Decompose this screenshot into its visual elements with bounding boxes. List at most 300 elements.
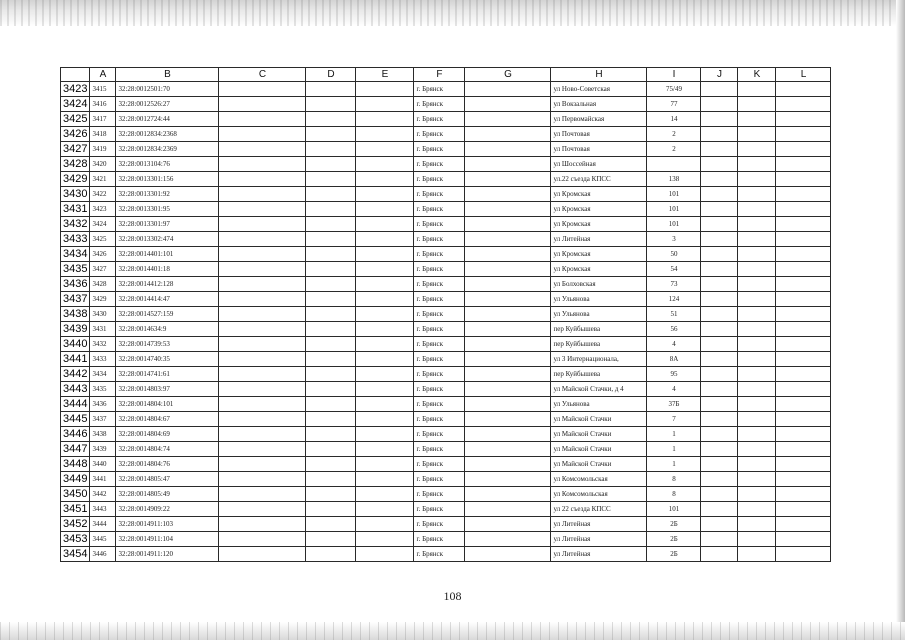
- cell-c[interactable]: [219, 352, 306, 367]
- cell-g[interactable]: [465, 442, 551, 457]
- cell-c[interactable]: [219, 292, 306, 307]
- cell-f[interactable]: г. Брянск: [414, 457, 465, 472]
- cell-h[interactable]: ул Ульянова: [551, 397, 647, 412]
- cell-b[interactable]: 32:28:0014804:67: [116, 412, 219, 427]
- row-number[interactable]: 3441: [61, 352, 90, 367]
- cell-c[interactable]: [219, 202, 306, 217]
- cell-d[interactable]: [306, 307, 356, 322]
- cell-l[interactable]: [776, 172, 831, 187]
- cell-l[interactable]: [776, 502, 831, 517]
- cell-h[interactable]: ул Почтовая: [551, 142, 647, 157]
- cell-l[interactable]: [776, 82, 831, 97]
- cell-k[interactable]: [738, 547, 776, 562]
- cell-a[interactable]: 3420: [90, 157, 116, 172]
- cell-f[interactable]: г. Брянск: [414, 427, 465, 442]
- cell-c[interactable]: [219, 127, 306, 142]
- cell-f[interactable]: г. Брянск: [414, 292, 465, 307]
- cell-b[interactable]: 32:28:0012724:44: [116, 112, 219, 127]
- cell-d[interactable]: [306, 397, 356, 412]
- row-number[interactable]: 3446: [61, 427, 90, 442]
- cell-i[interactable]: 51: [647, 307, 701, 322]
- cell-a[interactable]: 3419: [90, 142, 116, 157]
- cell-b[interactable]: 32:28:0014634:9: [116, 322, 219, 337]
- cell-i[interactable]: 14: [647, 112, 701, 127]
- column-header-d[interactable]: D: [306, 68, 356, 82]
- cell-f[interactable]: г. Брянск: [414, 517, 465, 532]
- cell-d[interactable]: [306, 157, 356, 172]
- cell-c[interactable]: [219, 262, 306, 277]
- cell-h[interactable]: ул Кромская: [551, 202, 647, 217]
- cell-e[interactable]: [356, 352, 414, 367]
- cell-b[interactable]: 32:28:0014804:74: [116, 442, 219, 457]
- cell-f[interactable]: г. Брянск: [414, 247, 465, 262]
- cell-g[interactable]: [465, 142, 551, 157]
- cell-j[interactable]: [701, 322, 738, 337]
- cell-l[interactable]: [776, 112, 831, 127]
- cell-i[interactable]: 101: [647, 502, 701, 517]
- cell-k[interactable]: [738, 277, 776, 292]
- cell-d[interactable]: [306, 232, 356, 247]
- row-number[interactable]: 3450: [61, 487, 90, 502]
- column-header-b[interactable]: B: [116, 68, 219, 82]
- cell-l[interactable]: [776, 292, 831, 307]
- cell-b[interactable]: 32:28:0013301:95: [116, 202, 219, 217]
- cell-h[interactable]: ул Литейная: [551, 232, 647, 247]
- row-number[interactable]: 3438: [61, 307, 90, 322]
- cell-k[interactable]: [738, 292, 776, 307]
- cell-a[interactable]: 3432: [90, 337, 116, 352]
- cell-a[interactable]: 3446: [90, 547, 116, 562]
- cell-h[interactable]: ул Литейная: [551, 517, 647, 532]
- cell-h[interactable]: ул Первомайская: [551, 112, 647, 127]
- cell-l[interactable]: [776, 247, 831, 262]
- cell-l[interactable]: [776, 217, 831, 232]
- cell-c[interactable]: [219, 232, 306, 247]
- cell-g[interactable]: [465, 427, 551, 442]
- cell-e[interactable]: [356, 307, 414, 322]
- cell-h[interactable]: ул Ульянова: [551, 292, 647, 307]
- cell-j[interactable]: [701, 532, 738, 547]
- cell-d[interactable]: [306, 82, 356, 97]
- cell-b[interactable]: 32:28:0014527:159: [116, 307, 219, 322]
- cell-a[interactable]: 3435: [90, 382, 116, 397]
- cell-g[interactable]: [465, 97, 551, 112]
- cell-g[interactable]: [465, 202, 551, 217]
- cell-e[interactable]: [356, 412, 414, 427]
- cell-i[interactable]: 2Б: [647, 517, 701, 532]
- cell-b[interactable]: 32:28:0014401:18: [116, 262, 219, 277]
- cell-g[interactable]: [465, 127, 551, 142]
- cell-j[interactable]: [701, 337, 738, 352]
- cell-a[interactable]: 3439: [90, 442, 116, 457]
- cell-c[interactable]: [219, 187, 306, 202]
- cell-a[interactable]: 3426: [90, 247, 116, 262]
- cell-d[interactable]: [306, 262, 356, 277]
- cell-c[interactable]: [219, 307, 306, 322]
- cell-a[interactable]: 3428: [90, 277, 116, 292]
- cell-d[interactable]: [306, 457, 356, 472]
- cell-k[interactable]: [738, 442, 776, 457]
- cell-i[interactable]: 1: [647, 457, 701, 472]
- cell-f[interactable]: г. Брянск: [414, 232, 465, 247]
- cell-j[interactable]: [701, 97, 738, 112]
- cell-h[interactable]: ул Майской Стачки: [551, 412, 647, 427]
- cell-g[interactable]: [465, 187, 551, 202]
- cell-g[interactable]: [465, 157, 551, 172]
- cell-g[interactable]: [465, 472, 551, 487]
- cell-f[interactable]: г. Брянск: [414, 547, 465, 562]
- cell-j[interactable]: [701, 172, 738, 187]
- cell-e[interactable]: [356, 127, 414, 142]
- cell-j[interactable]: [701, 442, 738, 457]
- cell-f[interactable]: г. Брянск: [414, 172, 465, 187]
- row-number[interactable]: 3434: [61, 247, 90, 262]
- cell-h[interactable]: ул Комсомольская: [551, 472, 647, 487]
- cell-d[interactable]: [306, 292, 356, 307]
- cell-f[interactable]: г. Брянск: [414, 277, 465, 292]
- cell-c[interactable]: [219, 547, 306, 562]
- row-number[interactable]: 3445: [61, 412, 90, 427]
- cell-l[interactable]: [776, 412, 831, 427]
- cell-c[interactable]: [219, 322, 306, 337]
- cell-c[interactable]: [219, 247, 306, 262]
- cell-b[interactable]: 32:28:0014412:128: [116, 277, 219, 292]
- cell-g[interactable]: [465, 172, 551, 187]
- cell-d[interactable]: [306, 427, 356, 442]
- cell-e[interactable]: [356, 367, 414, 382]
- cell-e[interactable]: [356, 217, 414, 232]
- cell-d[interactable]: [306, 472, 356, 487]
- cell-d[interactable]: [306, 322, 356, 337]
- cell-h[interactable]: ул Кромская: [551, 217, 647, 232]
- cell-e[interactable]: [356, 112, 414, 127]
- cell-f[interactable]: г. Брянск: [414, 142, 465, 157]
- cell-l[interactable]: [776, 337, 831, 352]
- row-number[interactable]: 3453: [61, 532, 90, 547]
- cell-j[interactable]: [701, 142, 738, 157]
- cell-c[interactable]: [219, 427, 306, 442]
- cell-a[interactable]: 3431: [90, 322, 116, 337]
- cell-a[interactable]: 3433: [90, 352, 116, 367]
- cell-a[interactable]: 3430: [90, 307, 116, 322]
- cell-a[interactable]: 3421: [90, 172, 116, 187]
- cell-i[interactable]: 75/49: [647, 82, 701, 97]
- cell-e[interactable]: [356, 262, 414, 277]
- cell-a[interactable]: 3445: [90, 532, 116, 547]
- cell-k[interactable]: [738, 217, 776, 232]
- cell-f[interactable]: г. Брянск: [414, 127, 465, 142]
- cell-f[interactable]: г. Брянск: [414, 82, 465, 97]
- cell-i[interactable]: 8А: [647, 352, 701, 367]
- cell-g[interactable]: [465, 112, 551, 127]
- cell-l[interactable]: [776, 457, 831, 472]
- cell-i[interactable]: 4: [647, 337, 701, 352]
- cell-g[interactable]: [465, 367, 551, 382]
- cell-f[interactable]: г. Брянск: [414, 442, 465, 457]
- cell-h[interactable]: ул Литейная: [551, 547, 647, 562]
- cell-k[interactable]: [738, 187, 776, 202]
- row-number[interactable]: 3439: [61, 322, 90, 337]
- cell-j[interactable]: [701, 367, 738, 382]
- cell-c[interactable]: [219, 337, 306, 352]
- cell-h[interactable]: ул Почтовая: [551, 127, 647, 142]
- cell-g[interactable]: [465, 82, 551, 97]
- cell-a[interactable]: 3415: [90, 82, 116, 97]
- cell-b[interactable]: 32:28:0014804:101: [116, 397, 219, 412]
- cell-l[interactable]: [776, 277, 831, 292]
- cell-a[interactable]: 3425: [90, 232, 116, 247]
- cell-k[interactable]: [738, 307, 776, 322]
- cell-l[interactable]: [776, 97, 831, 112]
- cell-j[interactable]: [701, 502, 738, 517]
- cell-k[interactable]: [738, 247, 776, 262]
- column-header-i[interactable]: I: [647, 68, 701, 82]
- cell-i[interactable]: 8: [647, 487, 701, 502]
- cell-a[interactable]: 3438: [90, 427, 116, 442]
- cell-e[interactable]: [356, 172, 414, 187]
- cell-h[interactable]: ул Вокзальная: [551, 97, 647, 112]
- cell-j[interactable]: [701, 217, 738, 232]
- cell-h[interactable]: ул Майской Стачки, д 4: [551, 382, 647, 397]
- cell-b[interactable]: 32:28:0014805:49: [116, 487, 219, 502]
- cell-c[interactable]: [219, 142, 306, 157]
- cell-k[interactable]: [738, 427, 776, 442]
- cell-b[interactable]: 32:28:0014909:22: [116, 502, 219, 517]
- cell-j[interactable]: [701, 82, 738, 97]
- cell-b[interactable]: 32:28:0014414:47: [116, 292, 219, 307]
- cell-g[interactable]: [465, 247, 551, 262]
- cell-k[interactable]: [738, 412, 776, 427]
- cell-l[interactable]: [776, 487, 831, 502]
- cell-d[interactable]: [306, 367, 356, 382]
- cell-f[interactable]: г. Брянск: [414, 97, 465, 112]
- cell-c[interactable]: [219, 277, 306, 292]
- cell-i[interactable]: 3: [647, 232, 701, 247]
- cell-k[interactable]: [738, 517, 776, 532]
- cell-i[interactable]: 2: [647, 142, 701, 157]
- cell-e[interactable]: [356, 382, 414, 397]
- cell-d[interactable]: [306, 442, 356, 457]
- row-number[interactable]: 3429: [61, 172, 90, 187]
- cell-c[interactable]: [219, 172, 306, 187]
- cell-i[interactable]: 124: [647, 292, 701, 307]
- cell-i[interactable]: 37Б: [647, 397, 701, 412]
- cell-b[interactable]: 32:28:0013104:76: [116, 157, 219, 172]
- row-number[interactable]: 3440: [61, 337, 90, 352]
- cell-e[interactable]: [356, 232, 414, 247]
- cell-e[interactable]: [356, 247, 414, 262]
- cell-i[interactable]: 138: [647, 172, 701, 187]
- cell-f[interactable]: г. Брянск: [414, 397, 465, 412]
- cell-j[interactable]: [701, 427, 738, 442]
- cell-h[interactable]: ул Шоссейная: [551, 157, 647, 172]
- cell-h[interactable]: ул.22 съезда КПСС: [551, 172, 647, 187]
- cell-k[interactable]: [738, 127, 776, 142]
- cell-i[interactable]: 95: [647, 367, 701, 382]
- cell-j[interactable]: [701, 277, 738, 292]
- cell-j[interactable]: [701, 232, 738, 247]
- cell-i[interactable]: 101: [647, 202, 701, 217]
- cell-f[interactable]: г. Брянск: [414, 487, 465, 502]
- row-number[interactable]: 3427: [61, 142, 90, 157]
- cell-a[interactable]: 3434: [90, 367, 116, 382]
- cell-j[interactable]: [701, 397, 738, 412]
- cell-b[interactable]: 32:28:0013302:474: [116, 232, 219, 247]
- cell-c[interactable]: [219, 532, 306, 547]
- cell-k[interactable]: [738, 172, 776, 187]
- cell-j[interactable]: [701, 112, 738, 127]
- cell-i[interactable]: 101: [647, 217, 701, 232]
- cell-k[interactable]: [738, 202, 776, 217]
- cell-e[interactable]: [356, 502, 414, 517]
- cell-d[interactable]: [306, 412, 356, 427]
- cell-k[interactable]: [738, 142, 776, 157]
- cell-f[interactable]: г. Брянск: [414, 202, 465, 217]
- cell-l[interactable]: [776, 262, 831, 277]
- cell-b[interactable]: 32:28:0013301:92: [116, 187, 219, 202]
- row-number[interactable]: 3449: [61, 472, 90, 487]
- cell-e[interactable]: [356, 202, 414, 217]
- cell-h[interactable]: ул Майской Стачки: [551, 442, 647, 457]
- cell-e[interactable]: [356, 517, 414, 532]
- cell-a[interactable]: 3422: [90, 187, 116, 202]
- cell-i[interactable]: 1: [647, 442, 701, 457]
- cell-b[interactable]: 32:28:0014911:103: [116, 517, 219, 532]
- row-number[interactable]: 3426: [61, 127, 90, 142]
- cell-k[interactable]: [738, 112, 776, 127]
- cell-j[interactable]: [701, 307, 738, 322]
- cell-g[interactable]: [465, 322, 551, 337]
- cell-f[interactable]: г. Брянск: [414, 382, 465, 397]
- cell-h[interactable]: ул Комсомольская: [551, 487, 647, 502]
- cell-l[interactable]: [776, 322, 831, 337]
- cell-e[interactable]: [356, 547, 414, 562]
- cell-l[interactable]: [776, 157, 831, 172]
- cell-d[interactable]: [306, 217, 356, 232]
- cell-k[interactable]: [738, 382, 776, 397]
- cell-d[interactable]: [306, 502, 356, 517]
- cell-d[interactable]: [306, 172, 356, 187]
- cell-k[interactable]: [738, 397, 776, 412]
- cell-g[interactable]: [465, 397, 551, 412]
- cell-h[interactable]: ул Кромская: [551, 262, 647, 277]
- cell-g[interactable]: [465, 292, 551, 307]
- cell-e[interactable]: [356, 142, 414, 157]
- cell-b[interactable]: 32:28:0014805:47: [116, 472, 219, 487]
- cell-d[interactable]: [306, 487, 356, 502]
- row-number[interactable]: 3428: [61, 157, 90, 172]
- cell-k[interactable]: [738, 532, 776, 547]
- cell-g[interactable]: [465, 412, 551, 427]
- cell-h[interactable]: ул 22 съезда КПСС: [551, 502, 647, 517]
- cell-b[interactable]: 32:28:0014803:97: [116, 382, 219, 397]
- cell-j[interactable]: [701, 457, 738, 472]
- cell-b[interactable]: 32:28:0014401:101: [116, 247, 219, 262]
- cell-e[interactable]: [356, 337, 414, 352]
- cell-c[interactable]: [219, 412, 306, 427]
- cell-e[interactable]: [356, 292, 414, 307]
- cell-b[interactable]: 32:28:0012501:70: [116, 82, 219, 97]
- cell-i[interactable]: 101: [647, 187, 701, 202]
- cell-j[interactable]: [701, 472, 738, 487]
- cell-e[interactable]: [356, 397, 414, 412]
- cell-k[interactable]: [738, 82, 776, 97]
- cell-l[interactable]: [776, 472, 831, 487]
- cell-l[interactable]: [776, 532, 831, 547]
- cell-e[interactable]: [356, 472, 414, 487]
- cell-d[interactable]: [306, 247, 356, 262]
- cell-f[interactable]: г. Брянск: [414, 187, 465, 202]
- cell-c[interactable]: [219, 157, 306, 172]
- cell-k[interactable]: [738, 322, 776, 337]
- cell-f[interactable]: г. Брянск: [414, 352, 465, 367]
- cell-e[interactable]: [356, 532, 414, 547]
- cell-d[interactable]: [306, 127, 356, 142]
- cell-f[interactable]: г. Брянск: [414, 262, 465, 277]
- cell-f[interactable]: г. Брянск: [414, 412, 465, 427]
- cell-l[interactable]: [776, 307, 831, 322]
- row-number[interactable]: 3433: [61, 232, 90, 247]
- cell-k[interactable]: [738, 97, 776, 112]
- cell-i[interactable]: 50: [647, 247, 701, 262]
- row-number[interactable]: 3448: [61, 457, 90, 472]
- cell-b[interactable]: 32:28:0014804:76: [116, 457, 219, 472]
- cell-a[interactable]: 3417: [90, 112, 116, 127]
- cell-k[interactable]: [738, 502, 776, 517]
- cell-e[interactable]: [356, 82, 414, 97]
- cell-h[interactable]: пер Куйбышева: [551, 322, 647, 337]
- cell-e[interactable]: [356, 277, 414, 292]
- cell-d[interactable]: [306, 532, 356, 547]
- cell-j[interactable]: [701, 262, 738, 277]
- cell-g[interactable]: [465, 217, 551, 232]
- cell-e[interactable]: [356, 322, 414, 337]
- cell-c[interactable]: [219, 382, 306, 397]
- cell-b[interactable]: 32:28:0014804:69: [116, 427, 219, 442]
- row-number[interactable]: 3444: [61, 397, 90, 412]
- cell-h[interactable]: ул Майской Стачки: [551, 457, 647, 472]
- cell-c[interactable]: [219, 442, 306, 457]
- cell-d[interactable]: [306, 277, 356, 292]
- cell-a[interactable]: 3429: [90, 292, 116, 307]
- cell-h[interactable]: ул Ново-Советская: [551, 82, 647, 97]
- cell-j[interactable]: [701, 487, 738, 502]
- cell-g[interactable]: [465, 457, 551, 472]
- cell-l[interactable]: [776, 382, 831, 397]
- cell-f[interactable]: г. Брянск: [414, 337, 465, 352]
- row-number[interactable]: 3454: [61, 547, 90, 562]
- cell-c[interactable]: [219, 517, 306, 532]
- cell-g[interactable]: [465, 307, 551, 322]
- column-header-j[interactable]: J: [701, 68, 738, 82]
- cell-f[interactable]: г. Брянск: [414, 502, 465, 517]
- cell-f[interactable]: г. Брянск: [414, 307, 465, 322]
- cell-h[interactable]: ул Майской Стачки: [551, 427, 647, 442]
- cell-l[interactable]: [776, 367, 831, 382]
- row-number[interactable]: 3451: [61, 502, 90, 517]
- cell-h[interactable]: ул Болховская: [551, 277, 647, 292]
- cell-d[interactable]: [306, 142, 356, 157]
- cell-i[interactable]: 1: [647, 427, 701, 442]
- cell-j[interactable]: [701, 292, 738, 307]
- row-number[interactable]: 3431: [61, 202, 90, 217]
- cell-j[interactable]: [701, 352, 738, 367]
- cell-f[interactable]: г. Брянск: [414, 532, 465, 547]
- cell-c[interactable]: [219, 457, 306, 472]
- cell-f[interactable]: г. Брянск: [414, 112, 465, 127]
- cell-b[interactable]: 32:28:0014739:53: [116, 337, 219, 352]
- cell-j[interactable]: [701, 247, 738, 262]
